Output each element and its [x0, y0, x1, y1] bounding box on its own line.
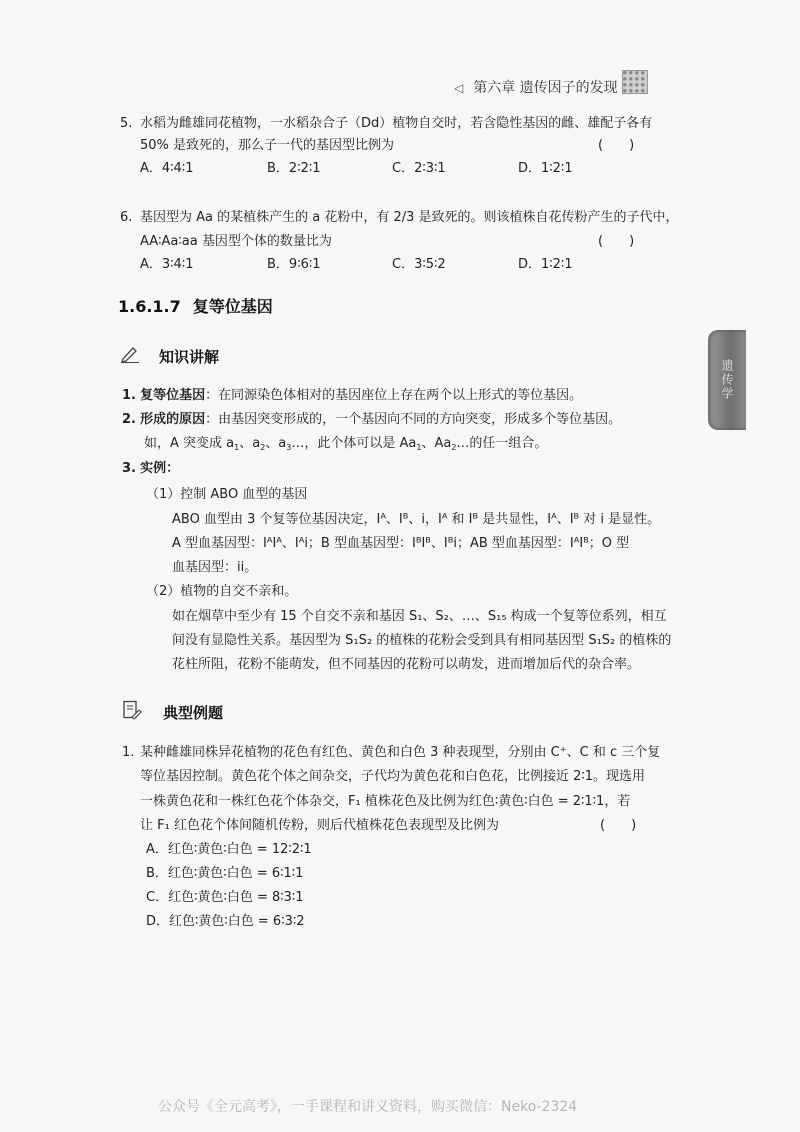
ex-q1-option-a: A．红色∶黄色∶白色 = 12∶2∶1 — [146, 842, 312, 857]
q6-option-c: C．3∶5∶2 — [392, 257, 446, 272]
q6-option-d: D．1∶2∶1 — [518, 257, 573, 272]
point-1-label: 复等位基因 — [140, 388, 206, 403]
example-2-line2: 间没有显隐性关系。基因型为 S₁S₂ 的植株的花粉会受到具有相同基因型 S₁S₂ 的植株的 — [172, 633, 672, 648]
ex-q1-option-b: B．红色∶黄色∶白色 = 6∶1∶1 — [146, 866, 304, 881]
q5-line2: 50% 是致死的，那么子一代的基因型比例为 — [140, 138, 395, 153]
point-2-text: ：由基因突变形成的，一个基因向不同的方向突变，形成多个等位基因。 — [205, 412, 622, 427]
example-1-line2: A 型血基因型：IᴬIᴬ、Iᴬi；B 型血基因型：IᴮIᴮ、Iᴮi；AB 型血基因型：IᴬIᴮ；O 型 — [172, 536, 630, 551]
running-header — [454, 77, 618, 97]
q6-line2: AA∶Aa∶aa 基因型个体的数量比为 — [140, 234, 332, 249]
chapter-title: 第六章 遗传因子的发现 — [473, 80, 618, 96]
q5-answer-paren: ( ) — [598, 138, 635, 153]
ex-q1-line3: 一株黄色花和一株红色花个体杂交，F₁ 植株花色及比例为红色∶黄色∶白色 = 2∶1∶1，若 — [140, 794, 631, 809]
section-number: 1.6.1.7 — [118, 297, 181, 316]
example-1-line3: 血基因型：ii。 — [172, 560, 258, 575]
q5-option-c: C．2∶3∶1 — [392, 161, 446, 176]
point-2-example: 如，A 突变成 $a_1$、$a_2$、$a_3\dots$，此个体可以是 $Aa_1$、$Aa_2\dots$的任一组合。 — [144, 436, 548, 452]
ex-q1-option-c: C．红色∶黄色∶白色 = 8∶3∶1 — [146, 890, 304, 905]
ex-q1-line2: 等位基因控制。黄色花个体之间杂交，子代均为黄色花和白色花，比例接近 2∶1。现选用 — [140, 769, 646, 784]
ex-q1-line1: 某种雌雄同株异花植物的花色有红色、黄色和白色 3 种表现型，分别由 C⁺、C 和 c 三个复 — [140, 745, 661, 760]
document-edit-icon — [122, 700, 142, 724]
example-2-line1: 如在烟草中至少有 15 个自交不亲和基因 S₁、S₂、…、S₁₅ 构成一个复等位系列，相互 — [172, 609, 667, 624]
q6-number: 6. — [120, 210, 133, 225]
point-1: 1. 复等位基因：在同源染色体相对的基因座位上存在两个以上形式的等位基因。 — [122, 388, 583, 403]
q6-option-b: B．9∶6∶1 — [267, 257, 321, 272]
footer-watermark: 公众号《全元高考》，一手课程和讲义资料，购买微信：Neko-2324 — [158, 1099, 578, 1115]
q6-answer-paren: ( ) — [598, 234, 635, 249]
q5-option-a: A．4∶4∶1 — [140, 161, 194, 176]
point-2: 2. 形成的原因：由基因突变形成的，一个基因向不同的方向突变，形成多个等位基因。 — [122, 412, 622, 427]
point-3-label: 实例 — [140, 461, 167, 476]
example-2-line3: 花柱所阻，花粉不能萌发，但不同基因的花粉可以萌发，进而增加后代的杂合率。 — [172, 657, 641, 672]
point-2-label: 形成的原因 — [140, 412, 206, 427]
q5-option-d: D．1∶2∶1 — [518, 161, 573, 176]
header-ornament-icon — [622, 70, 648, 94]
ex-q1-line4: 让 F₁ 红色花个体间随机传粉，则后代植株花色表现型及比例为 — [140, 818, 499, 833]
point-1-text: ：在同源染色体相对的基因座位上存在两个以上形式的等位基因。 — [205, 388, 583, 403]
example-1-line1: ABO 血型由 3 个复等位基因决定，Iᴬ、Iᴮ、i，Iᴬ 和 Iᴮ 是共显性，Iᴬ、Iᴮ 对 i 是显性。 — [172, 512, 661, 527]
section-title — [118, 294, 273, 317]
example-2-title: （2）植物的自交不亲和。 — [146, 584, 298, 599]
q6-option-a: A．3∶4∶1 — [140, 257, 194, 272]
q6-line1: 基因型为 Aa 的某植株产生的 a 花粉中，有 2/3 是致死的。则该植株自花传粉产生的子代中， — [140, 210, 679, 225]
ex-q1-number: 1. — [122, 745, 135, 760]
side-thumb-tab: 遗传学 — [708, 330, 746, 430]
q5-number: 5. — [120, 116, 133, 131]
pencil-icon — [120, 345, 140, 368]
point-3: 3. 实例： — [122, 461, 180, 476]
ex-q1-answer-paren: ( ) — [600, 818, 637, 833]
example-1-title: （1）控制 ABO 血型的基因 — [146, 487, 308, 502]
triangle-left-icon: ◁ — [454, 81, 464, 95]
ex-q1-option-d: D．红色∶黄色∶白色 = 6∶3∶2 — [146, 914, 305, 929]
examples-heading: 典型例题 — [163, 704, 224, 722]
section-name: 复等位基因 — [192, 297, 273, 316]
knowledge-heading: 知识讲解 — [159, 348, 220, 366]
q5-option-b: B．2∶2∶1 — [267, 161, 321, 176]
q5-line1: 水稻为雌雄同花植物，一水稻杂合子（Dd）植物自交时，若含隐性基因的雌、雄配子各有 — [140, 116, 653, 131]
